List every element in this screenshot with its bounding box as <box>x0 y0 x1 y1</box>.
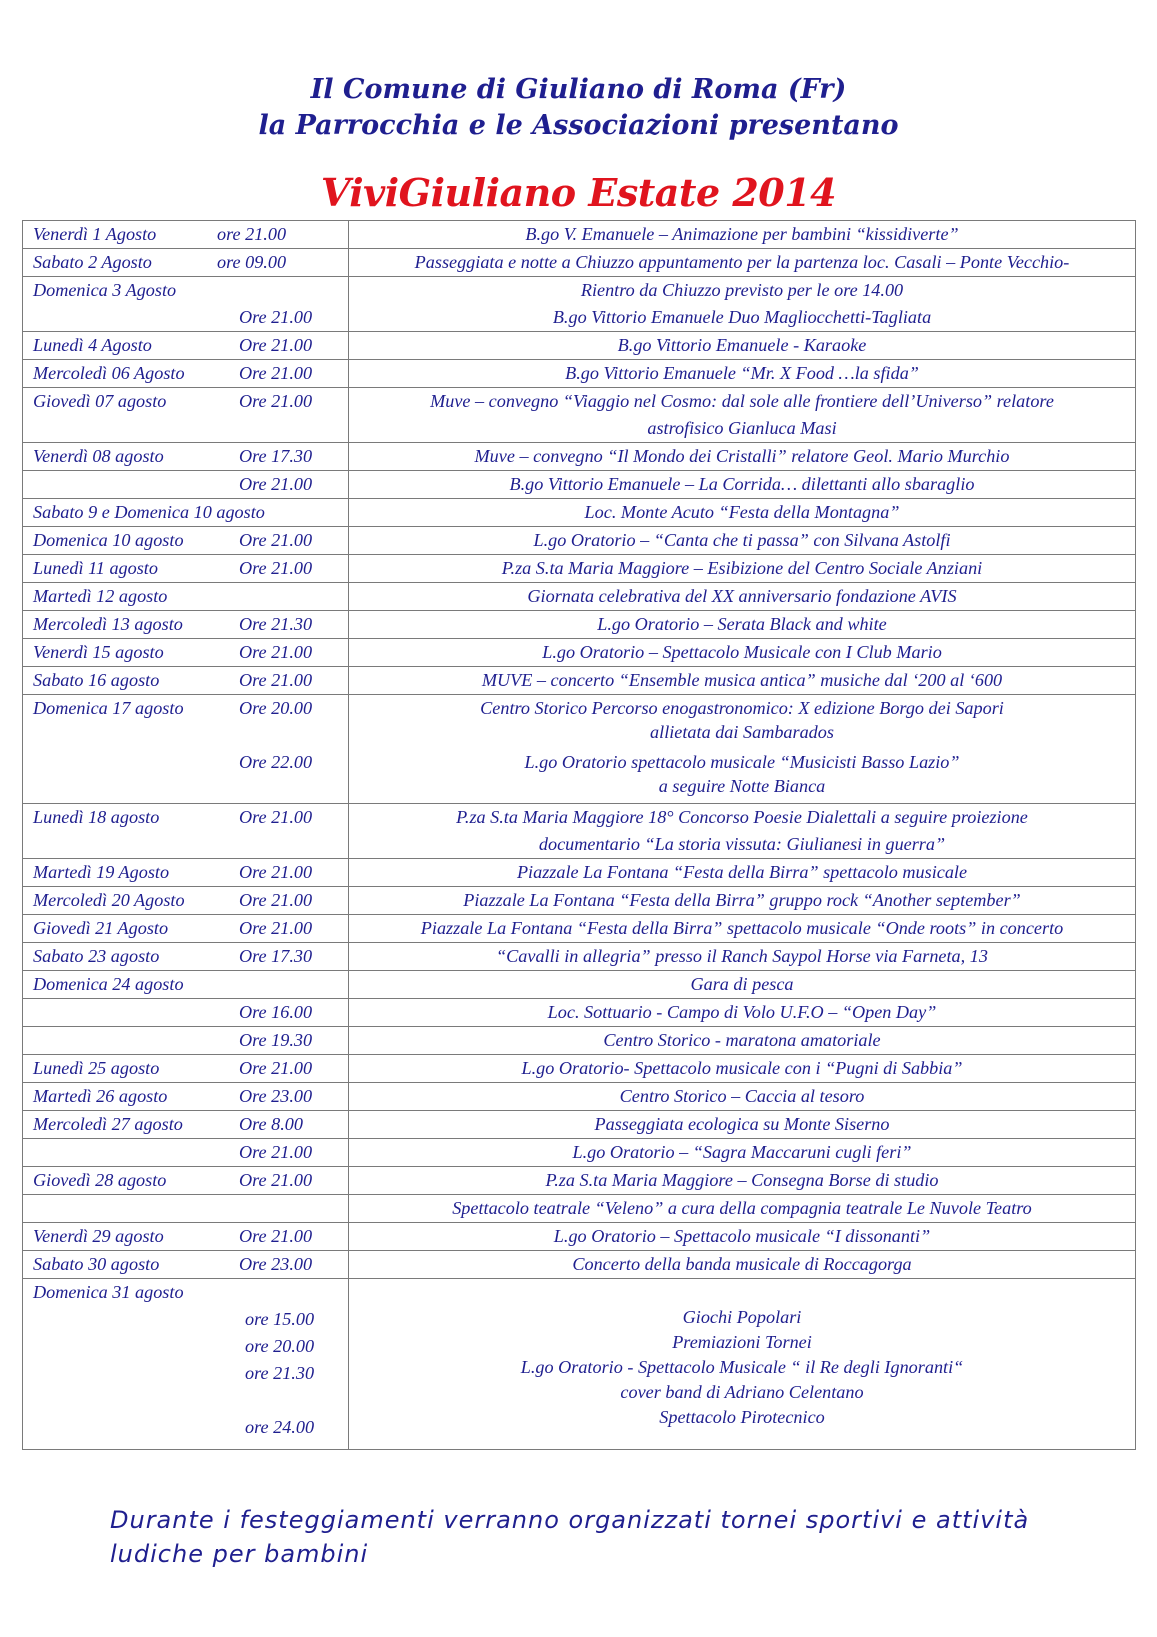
date-cell <box>23 915 349 943</box>
event-time: Ore 21.00 <box>239 474 313 494</box>
date-cell <box>23 221 349 249</box>
event-time: Ore 21.00 <box>239 391 313 411</box>
header <box>0 72 1157 144</box>
event-date: Venerdì 1 Agosto <box>33 224 157 244</box>
description-cell <box>349 499 1136 527</box>
schedule-row <box>23 555 1136 583</box>
event-description: P.za S.ta Maria Maggiore – Consegna Borse di studio <box>545 1170 939 1190</box>
footer-note <box>110 1503 1110 1571</box>
event-time: Ore 17.30 <box>239 446 313 466</box>
event-description: L.go Oratorio – Spettacolo Musicale con I Club Mario <box>542 642 942 662</box>
date-cell <box>23 443 349 471</box>
event-date <box>33 1333 239 1360</box>
event-time: ore 24.00 <box>245 1417 315 1437</box>
date-cell <box>23 388 349 443</box>
event-date: Domenica 10 agosto <box>33 530 184 550</box>
event-date <box>33 722 239 749</box>
description-cell <box>349 1251 1136 1279</box>
event-description: “Cavalli in allegria” presso il Ranch Saypol Horse via Farneta, 13 <box>496 946 988 966</box>
event-description: B.go V. Emanuele – Animazione per bambini “kissidiverte” <box>525 224 959 244</box>
date-cell <box>23 887 349 915</box>
description-cell <box>349 804 1136 859</box>
event-time: Ore 21.00 <box>239 335 313 355</box>
schedule-row <box>23 249 1136 277</box>
event-date: Mercoledì 20 Agosto <box>33 890 185 910</box>
date-cell <box>23 804 349 859</box>
event-time: ore 15.00 <box>245 1309 315 1329</box>
event-time <box>239 1195 338 1222</box>
schedule-row <box>23 859 1136 887</box>
description-cell <box>349 1223 1136 1251</box>
description-cell <box>349 1195 1136 1223</box>
description-cell <box>349 1055 1136 1083</box>
schedule-row <box>23 1251 1136 1279</box>
description-cell <box>349 971 1136 999</box>
organizer-line: Il Comune di Giuliano di Roma (Fr) <box>310 74 847 105</box>
event-description: B.go Vittorio Emanuele - Karaoke <box>617 335 867 355</box>
event-date: Martedì 19 Agosto <box>33 862 170 882</box>
schedule-row <box>23 277 1136 332</box>
event-time: Ore 21.00 <box>239 530 313 550</box>
event-date: Venerdì 29 agosto <box>33 1226 164 1246</box>
event-description: Rientro da Chiuzzo previsto per le ore 14.00 <box>580 280 904 300</box>
event-time: Ore 23.00 <box>239 1254 313 1274</box>
event-date <box>33 1139 239 1166</box>
event-time: Ore 17.30 <box>239 946 313 966</box>
schedule-row <box>23 1027 1136 1055</box>
description-cell <box>349 999 1136 1027</box>
event-time: Ore 21.00 <box>239 890 313 910</box>
event-description: L.go Oratorio - Spettacolo Musicale “ il Re degli Ignoranti“ <box>520 1357 964 1377</box>
schedule-row <box>23 887 1136 915</box>
event-date: Sabato 2 Agosto <box>33 252 152 272</box>
event-date: Giovedì 21 Agosto <box>33 918 169 938</box>
event-description: Loc. Monte Acuto “Festa della Montagna” <box>584 502 900 522</box>
event-description: Spettacolo teatrale “Veleno” a cura della compagnia teatrale Le Nuvole Teatro <box>452 1198 1032 1218</box>
date-cell <box>23 471 349 499</box>
event-date: Sabato 16 agosto <box>33 670 160 690</box>
event-description: L.go Oratorio- Spettacolo musicale con i “Pugni di Sabbia” <box>521 1058 963 1078</box>
description-cell <box>349 695 1136 804</box>
description-cell <box>349 443 1136 471</box>
event-date: Lunedì 11 agosto <box>33 558 158 578</box>
description-cell <box>349 1139 1136 1167</box>
date-cell <box>23 1251 349 1279</box>
event-description: Spettacolo Pirotecnico <box>659 1407 825 1427</box>
event-date <box>33 1027 239 1054</box>
schedule-row <box>23 1111 1136 1139</box>
event-time: Ore 21.00 <box>239 862 313 882</box>
date-cell <box>23 695 349 804</box>
event-date: Domenica 17 agosto <box>33 698 184 718</box>
schedule-row <box>23 499 1136 527</box>
event-date: Domenica 31 agosto <box>33 1282 184 1302</box>
event-date: Lunedì 25 agosto <box>33 1058 160 1078</box>
event-description: Muve – convegno “Viaggio nel Cosmo: dal sole alle frontiere dell’Universo” relatore <box>430 391 1054 411</box>
date-cell <box>23 1223 349 1251</box>
event-date: Giovedì 28 agosto <box>33 1170 167 1190</box>
date-cell <box>23 277 349 332</box>
schedule-row <box>23 804 1136 859</box>
event-description: astrofisico Gianluca Masi <box>647 418 837 438</box>
event-date: Mercoledì 27 agosto <box>33 1114 183 1134</box>
description-cell <box>349 1167 1136 1195</box>
event-time: Ore 19.30 <box>239 1030 313 1050</box>
description-cell <box>349 332 1136 360</box>
description-cell <box>349 1027 1136 1055</box>
event-date: Domenica 24 agosto <box>33 974 184 994</box>
event-time: Ore 21.00 <box>239 1058 313 1078</box>
schedule-row <box>23 360 1136 388</box>
description-cell <box>349 915 1136 943</box>
description-cell <box>349 887 1136 915</box>
event-time <box>239 583 338 610</box>
event-time: Ore 21.30 <box>239 614 313 634</box>
description-cell <box>349 583 1136 611</box>
event-date: Martedì 26 agosto <box>33 1086 168 1106</box>
event-date: Martedì 12 agosto <box>33 586 168 606</box>
description-cell <box>349 555 1136 583</box>
date-cell <box>23 1195 349 1223</box>
date-cell <box>23 527 349 555</box>
event-time <box>239 1387 338 1414</box>
schedule-table <box>22 220 1136 1450</box>
event-date <box>33 1306 239 1333</box>
date-cell <box>23 1055 349 1083</box>
event-time <box>239 722 338 749</box>
schedule-row <box>23 1139 1136 1167</box>
description-cell <box>349 471 1136 499</box>
event-date <box>33 1360 239 1387</box>
event-description: documentario “La storia vissuta: Giulianesi in guerra” <box>538 834 946 854</box>
event-description: Passeggiata ecologica su Monte Siserno <box>594 1114 890 1134</box>
event-date <box>33 304 239 331</box>
schedule-row <box>23 1223 1136 1251</box>
schedule-row <box>23 1279 1136 1450</box>
date-cell <box>23 639 349 667</box>
date-cell <box>23 1139 349 1167</box>
date-cell <box>23 971 349 999</box>
description-cell <box>349 1279 1136 1450</box>
date-cell <box>23 1111 349 1139</box>
event-description: L.go Oratorio – “Sagra Maccaruni cugli feri” <box>572 1142 912 1162</box>
event-description: Premiazioni Tornei <box>672 1332 812 1352</box>
event-time: Ore 21.00 <box>239 363 313 383</box>
description-cell <box>349 527 1136 555</box>
event-time: ore 21.00 <box>217 224 287 244</box>
description-cell <box>349 388 1136 443</box>
event-date: Lunedì 4 Agosto <box>33 335 152 355</box>
event-date: Sabato 9 e Domenica 10 agosto <box>33 502 265 522</box>
event-description: Piazzale La Fontana “Festa della Birra” spettacolo musicale “Onde roots” in concerto <box>420 918 1064 938</box>
event-description: Piazzale La Fontana “Festa della Birra” spettacolo musicale <box>516 862 968 882</box>
event-date <box>33 999 239 1026</box>
schedule-row <box>23 443 1136 471</box>
description-cell <box>349 639 1136 667</box>
date-cell <box>23 1083 349 1111</box>
date-cell <box>23 555 349 583</box>
event-time: Ore 21.00 <box>239 918 313 938</box>
event-description: L.go Oratorio – Serata Black and white <box>597 614 887 634</box>
event-time: Ore 20.00 <box>239 698 313 718</box>
event-description: Gara di pesca <box>690 974 794 994</box>
description-cell <box>349 277 1136 332</box>
date-cell <box>23 999 349 1027</box>
description-cell <box>349 360 1136 388</box>
event-time <box>239 277 338 304</box>
event-date: Sabato 23 agosto <box>33 946 160 966</box>
date-cell <box>23 499 349 527</box>
footer-line-1: Durante i festeggiamenti verranno organizzati tornei sportivi e attività <box>110 1506 1030 1534</box>
schedule-row <box>23 667 1136 695</box>
schedule-row <box>23 471 1136 499</box>
event-description: B.go Vittorio Emanuele “Mr. X Food …la sfida” <box>565 363 919 383</box>
event-time: Ore 21.00 <box>239 642 313 662</box>
event-date: Lunedì 18 agosto <box>33 807 160 827</box>
event-description: Concerto della banda musicale di Roccagorga <box>572 1254 912 1274</box>
event-date <box>33 1387 239 1414</box>
event-date <box>33 1195 239 1222</box>
event-time: Ore 21.00 <box>239 670 313 690</box>
date-cell <box>23 943 349 971</box>
event-time: Ore 23.00 <box>239 1086 313 1106</box>
event-time: Ore 21.00 <box>239 1142 313 1162</box>
event-title: ViviGiuliano Estate 2014 <box>320 170 837 215</box>
event-description: L.go Oratorio spettacolo musicale “Musicisti Basso Lazio” <box>524 752 960 772</box>
event-time: ore 20.00 <box>245 1336 315 1356</box>
schedule-row <box>23 1055 1136 1083</box>
schedule-row <box>23 695 1136 804</box>
event-description: Giochi Popolari <box>682 1307 802 1327</box>
date-cell <box>23 360 349 388</box>
event-description: Centro Storico Percorso enogastronomico: X edizione Borgo dei Sapori <box>480 698 1004 718</box>
event-date: Venerdì 08 agosto <box>33 446 164 466</box>
event-description: Muve – convegno “Il Mondo dei Cristalli” relatore Geol. Mario Murchio <box>474 446 1010 466</box>
event-description: a seguire Notte Bianca <box>658 776 826 796</box>
event-description <box>359 1279 1125 1304</box>
date-cell <box>23 583 349 611</box>
event-description: B.go Vittorio Emanuele Duo Magliocchetti-Tagliata <box>552 307 932 327</box>
description-cell <box>349 943 1136 971</box>
schedule-row <box>23 1167 1136 1195</box>
event-description: cover band di Adriano Celentano <box>620 1382 864 1402</box>
event-description: Loc. Sottuario - Campo di Volo U.F.O – “Open Day” <box>547 1002 937 1022</box>
event-time <box>239 776 338 803</box>
schedule-row <box>23 527 1136 555</box>
description-cell <box>349 221 1136 249</box>
event-description: allietata dai Sambarados <box>650 722 834 742</box>
date-cell <box>23 1279 349 1450</box>
schedule-row <box>23 388 1136 443</box>
schedule-row <box>23 999 1136 1027</box>
event-date: Venerdì 15 agosto <box>33 642 164 662</box>
schedule-body <box>23 221 1136 1450</box>
event-time: Ore 8.00 <box>239 1114 303 1134</box>
event-date <box>33 1414 239 1441</box>
event-date: Sabato 30 agosto <box>33 1254 160 1274</box>
event-time: ore 09.00 <box>217 252 287 272</box>
description-cell <box>349 249 1136 277</box>
event-description: B.go Vittorio Emanuele – La Corrida… dilettanti allo sbaraglio <box>509 474 975 494</box>
event-description: P.za S.ta Maria Maggiore 18° Concorso Poesie Dialettali a seguire proiezione <box>456 807 1028 827</box>
event-date: Mercoledì 06 Agosto <box>33 363 185 383</box>
event-date <box>33 776 239 803</box>
event-date: Giovedì 07 agosto <box>33 391 167 411</box>
event-description: Passeggiata e notte a Chiuzzo appuntamento per la partenza loc. Casali – Ponte Vecchio- <box>414 252 1070 272</box>
schedule-row <box>23 221 1136 249</box>
schedule-row <box>23 943 1136 971</box>
date-cell <box>23 667 349 695</box>
schedule-row <box>23 915 1136 943</box>
schedule-row <box>23 583 1136 611</box>
event-description: Piazzale La Fontana “Festa della Birra” gruppo rock “Another september” <box>463 890 1021 910</box>
description-cell <box>349 611 1136 639</box>
event-description: Centro Storico - maratona amatoriale <box>603 1030 881 1050</box>
description-cell <box>349 1111 1136 1139</box>
event-date: Domenica 3 Agosto <box>33 280 177 300</box>
event-time: Ore 21.00 <box>239 1170 313 1190</box>
event-description: L.go Oratorio – “Canta che ti passa” con Silvana Astolfi <box>533 530 951 550</box>
schedule-row <box>23 639 1136 667</box>
event-description: Centro Storico – Caccia al tesoro <box>619 1086 865 1106</box>
description-cell <box>349 859 1136 887</box>
event-time <box>239 1279 338 1306</box>
event-description: Giornata celebrativa del XX anniversario fondazione AVIS <box>527 586 957 606</box>
event-description: P.za S.ta Maria Maggiore – Esibizione del Centro Sociale Anziani <box>501 558 983 578</box>
event-time: Ore 22.00 <box>239 752 313 772</box>
description-cell <box>349 1083 1136 1111</box>
presenter-line: la Parrocchia e le Associazioni presentano <box>258 110 899 141</box>
date-cell <box>23 332 349 360</box>
date-cell <box>23 1167 349 1195</box>
event-description: L.go Oratorio – Spettacolo musicale “I dissonanti” <box>553 1226 931 1246</box>
event-time: Ore 21.00 <box>239 307 313 327</box>
event-date <box>33 749 239 776</box>
footer-line-2: ludiche per bambini <box>110 1540 369 1568</box>
event-time: Ore 16.00 <box>239 1002 313 1022</box>
event-time: Ore 21.00 <box>239 1226 313 1246</box>
schedule-row <box>23 1195 1136 1223</box>
schedule-row <box>23 971 1136 999</box>
date-cell <box>23 249 349 277</box>
event-date: Mercoledì 13 agosto <box>33 614 183 634</box>
event-description: MUVE – concerto “Ensemble musica antica” musiche dal ‘200 al ‘600 <box>481 670 1003 690</box>
schedule-row <box>23 332 1136 360</box>
event-date <box>33 471 239 498</box>
date-cell <box>23 1027 349 1055</box>
description-cell <box>349 667 1136 695</box>
event-time: Ore 21.00 <box>239 558 313 578</box>
event-time <box>239 971 338 998</box>
schedule-row <box>23 1083 1136 1111</box>
event-time: Ore 21.00 <box>239 807 313 827</box>
schedule-row <box>23 611 1136 639</box>
event-time: ore 21.30 <box>245 1363 315 1383</box>
date-cell <box>23 611 349 639</box>
date-cell <box>23 859 349 887</box>
